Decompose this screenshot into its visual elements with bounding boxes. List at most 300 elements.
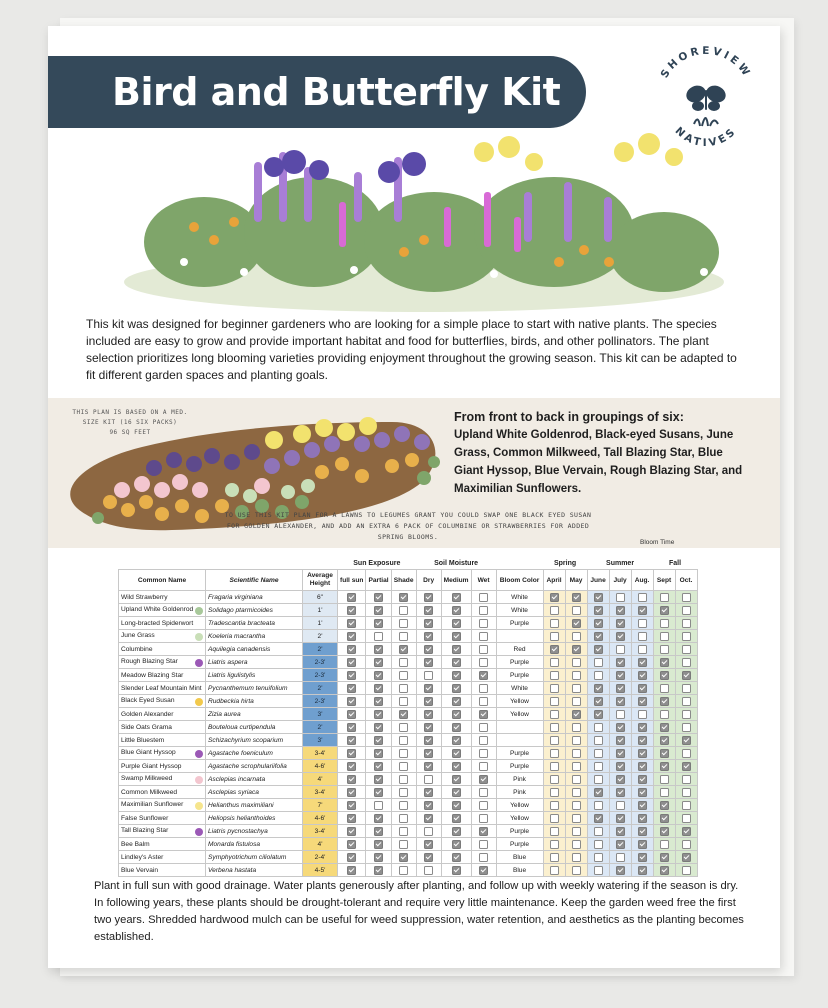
checked-box <box>374 684 383 693</box>
average-height: 4' <box>303 773 338 786</box>
average-height: 3-4' <box>303 825 338 838</box>
bloom-month-cell <box>631 825 653 838</box>
checked-box <box>424 710 433 719</box>
empty-box <box>638 619 647 628</box>
bloom-month-cell <box>543 747 565 760</box>
checked-box <box>347 697 356 706</box>
checked-box <box>374 775 383 784</box>
checked-box <box>424 749 433 758</box>
empty-box <box>594 658 603 667</box>
condition-cell <box>441 656 471 669</box>
bloom-month-cell <box>631 695 653 708</box>
common-name-text: Long-bracted Spiderwort <box>121 619 194 627</box>
bloom-month-cell <box>653 825 675 838</box>
checked-box <box>347 749 356 758</box>
bloom-color: Yellow <box>496 708 543 721</box>
condition-cell <box>441 721 471 734</box>
empty-box <box>682 840 691 849</box>
condition-cell <box>391 838 416 851</box>
condition-cell <box>366 734 391 747</box>
checked-box <box>424 723 433 732</box>
bloom-month-cell <box>565 643 587 656</box>
average-height: 2' <box>303 682 338 695</box>
bloom-color <box>496 734 543 747</box>
bloom-month-cell <box>565 851 587 864</box>
empty-box <box>660 788 669 797</box>
bloom-month-cell <box>609 721 631 734</box>
bloom-month-cell <box>631 864 653 877</box>
empty-box <box>682 684 691 693</box>
checked-box <box>452 840 461 849</box>
bloom-month-cell <box>587 864 609 877</box>
empty-box <box>550 684 559 693</box>
bloom-month-cell <box>587 721 609 734</box>
empty-box <box>479 840 488 849</box>
common-name <box>119 656 206 669</box>
checked-box <box>374 723 383 732</box>
bloom-month-cell <box>675 630 697 643</box>
table-row <box>119 669 698 682</box>
average-height: 2-3' <box>303 695 338 708</box>
common-name <box>119 825 206 838</box>
checked-box <box>424 736 433 745</box>
condition-cell <box>366 838 391 851</box>
empty-box <box>399 866 408 875</box>
empty-box <box>399 671 408 680</box>
condition-cell <box>391 656 416 669</box>
condition-cell <box>416 864 441 877</box>
condition-cell <box>416 812 441 825</box>
checked-box <box>452 632 461 641</box>
checked-box <box>638 671 647 680</box>
bloom-month-cell <box>543 669 565 682</box>
checked-box <box>660 658 669 667</box>
bloom-month-cell <box>565 682 587 695</box>
table-group-row <box>119 558 698 570</box>
condition-cell <box>338 825 366 838</box>
checked-box <box>479 827 488 836</box>
checked-box <box>616 606 625 615</box>
condition-cell <box>366 786 391 799</box>
checked-box <box>452 853 461 862</box>
checked-box <box>638 775 647 784</box>
empty-box <box>594 749 603 758</box>
bloom-month-cell <box>609 617 631 630</box>
table-row <box>119 682 698 695</box>
empty-box <box>479 723 488 732</box>
bloom-month-cell <box>587 786 609 799</box>
bloom-month-cell <box>653 851 675 864</box>
empty-box <box>616 801 625 810</box>
average-height: 2-3' <box>303 669 338 682</box>
condition-cell <box>471 786 496 799</box>
condition-cell <box>338 591 366 604</box>
empty-box <box>572 853 581 862</box>
checked-box <box>594 684 603 693</box>
checked-box <box>452 866 461 875</box>
table-row <box>119 656 698 669</box>
condition-cell <box>441 669 471 682</box>
condition-cell <box>416 604 441 617</box>
average-height: 4-6' <box>303 812 338 825</box>
checked-box <box>638 697 647 706</box>
condition-cell <box>471 721 496 734</box>
scientific-name: Liatris pycnostachya <box>206 825 303 838</box>
checked-box <box>572 619 581 628</box>
common-name-text: Lindley's Aster <box>121 853 164 861</box>
group-sun-exposure: Sun Exposure <box>338 558 417 570</box>
bloom-month-cell <box>543 604 565 617</box>
checked-box <box>424 632 433 641</box>
bloom-month-cell <box>587 604 609 617</box>
bloom-color: Purple <box>496 747 543 760</box>
average-height: 2' <box>303 721 338 734</box>
empty-box <box>660 710 669 719</box>
checked-box <box>347 853 356 862</box>
plan-color-dot <box>195 776 203 784</box>
table-row <box>119 851 698 864</box>
checked-box <box>616 736 625 745</box>
bloom-month-cell <box>543 864 565 877</box>
common-name <box>119 669 206 682</box>
bloom-color: Blue <box>496 864 543 877</box>
checked-box <box>616 619 625 628</box>
table-row <box>119 708 698 721</box>
checked-box <box>347 658 356 667</box>
bloom-month-cell <box>609 838 631 851</box>
front-to-back-body: Upland White Goldenrod, Black-eyed Susans, June Grass, Common Milkweed, Tall Blazing Star, Blue Giant Hyssop, Blue Vervain, Rough Blazing Star, and Maximilian Sunflowers. <box>454 429 743 495</box>
condition-cell <box>416 786 441 799</box>
scientific-name: Bouteloua curtipendula <box>206 721 303 734</box>
checked-box <box>424 853 433 862</box>
bloom-month-cell <box>543 721 565 734</box>
checked-box <box>638 866 647 875</box>
checked-box <box>638 762 647 771</box>
bloom-month-cell <box>631 669 653 682</box>
checked-box <box>374 658 383 667</box>
group-spring: Spring <box>543 558 587 570</box>
checked-box <box>452 749 461 758</box>
common-name-text: Meadow Blazing Star <box>121 671 184 679</box>
common-name <box>119 682 206 695</box>
condition-cell <box>441 773 471 786</box>
condition-cell <box>471 851 496 864</box>
common-name <box>119 643 206 656</box>
column-header: Bloom Color <box>496 570 543 591</box>
empty-box <box>572 814 581 823</box>
empty-box <box>572 632 581 641</box>
condition-cell <box>366 604 391 617</box>
bloom-month-cell <box>543 617 565 630</box>
bloom-month-cell <box>675 812 697 825</box>
empty-box <box>550 827 559 836</box>
bloom-month-cell <box>587 656 609 669</box>
checked-box <box>572 710 581 719</box>
bloom-month-cell <box>587 708 609 721</box>
empty-box <box>594 775 603 784</box>
condition-cell <box>441 760 471 773</box>
checked-box <box>452 658 461 667</box>
condition-cell <box>338 864 366 877</box>
common-name <box>119 591 206 604</box>
average-height: 6" <box>303 591 338 604</box>
bloom-month-cell <box>631 812 653 825</box>
checked-box <box>374 866 383 875</box>
checked-box <box>660 801 669 810</box>
common-name-text: Upland White Goldenrod <box>121 605 194 613</box>
condition-cell <box>416 799 441 812</box>
checked-box <box>374 593 383 602</box>
condition-cell <box>471 617 496 630</box>
plan-color-dot <box>195 659 203 667</box>
checked-box <box>347 723 356 732</box>
bloom-color: White <box>496 591 543 604</box>
condition-cell <box>338 812 366 825</box>
table-row <box>119 617 698 630</box>
table-row <box>119 864 698 877</box>
bloom-month-cell <box>587 630 609 643</box>
checked-box <box>660 814 669 823</box>
empty-box <box>682 658 691 667</box>
empty-box <box>682 619 691 628</box>
condition-cell <box>338 734 366 747</box>
average-height: 4-6' <box>303 760 338 773</box>
checked-box <box>638 736 647 745</box>
checked-box <box>616 827 625 836</box>
bloom-month-cell <box>587 812 609 825</box>
empty-box <box>682 723 691 732</box>
bloom-month-cell <box>565 669 587 682</box>
checked-box <box>660 749 669 758</box>
bloom-month-cell <box>675 747 697 760</box>
checked-box <box>638 658 647 667</box>
checked-box <box>616 788 625 797</box>
common-name <box>119 617 206 630</box>
empty-box <box>479 684 488 693</box>
condition-cell <box>391 669 416 682</box>
condition-cell <box>338 669 366 682</box>
bloom-month-cell <box>565 799 587 812</box>
bloom-month-cell <box>653 604 675 617</box>
bloom-month-cell <box>565 825 587 838</box>
condition-cell <box>416 747 441 760</box>
bloom-month-cell <box>565 760 587 773</box>
checked-box <box>374 606 383 615</box>
bloom-month-cell <box>587 773 609 786</box>
column-header: full sun <box>338 570 366 591</box>
bloom-month-cell <box>587 669 609 682</box>
common-name <box>119 695 206 708</box>
bloom-month-cell <box>609 812 631 825</box>
empty-box <box>550 801 559 810</box>
checked-box <box>424 814 433 823</box>
front-to-back-heading: From front to back in groupings of six: <box>454 410 684 424</box>
column-header: Oct. <box>675 570 697 591</box>
checked-box <box>347 775 356 784</box>
checked-box <box>424 658 433 667</box>
bloom-month-cell <box>609 604 631 617</box>
bloom-month-cell <box>609 747 631 760</box>
scientific-name: Heliopsis helianthoides <box>206 812 303 825</box>
scientific-name: Agastache foeniculum <box>206 747 303 760</box>
checked-box <box>347 619 356 628</box>
bloom-color: Purple <box>496 825 543 838</box>
condition-cell <box>366 682 391 695</box>
bloom-month-cell <box>609 682 631 695</box>
checked-box <box>347 788 356 797</box>
empty-box <box>550 632 559 641</box>
column-header: Average Height <box>303 570 338 591</box>
scientific-name: Liatris ligulistylis <box>206 669 303 682</box>
table-row <box>119 812 698 825</box>
empty-box <box>550 775 559 784</box>
bloom-month-cell <box>675 695 697 708</box>
checked-box <box>594 814 603 823</box>
butterfly-icon <box>684 83 729 126</box>
bloom-month-cell <box>631 851 653 864</box>
checked-box <box>452 814 461 823</box>
bloom-month-cell <box>631 708 653 721</box>
condition-cell <box>441 851 471 864</box>
table-row <box>119 773 698 786</box>
average-height: 1' <box>303 604 338 617</box>
condition-cell <box>391 747 416 760</box>
empty-box <box>550 762 559 771</box>
condition-cell <box>391 604 416 617</box>
bloom-month-cell <box>543 786 565 799</box>
empty-box <box>638 593 647 602</box>
checked-box <box>594 710 603 719</box>
plant-table <box>118 558 698 877</box>
checked-box <box>682 736 691 745</box>
common-name-text: Black Eyed Susan <box>121 696 175 704</box>
checked-box <box>682 671 691 680</box>
bloom-month-cell <box>675 617 697 630</box>
bloom-time-label: Bloom Time <box>640 539 675 546</box>
checked-box <box>374 710 383 719</box>
bloom-month-cell <box>675 656 697 669</box>
common-name-text: Purple Giant Hyssop <box>121 762 182 770</box>
checked-box <box>638 723 647 732</box>
empty-box <box>616 593 625 602</box>
condition-cell <box>416 851 441 864</box>
checked-box <box>682 853 691 862</box>
empty-box <box>572 775 581 784</box>
empty-box <box>572 801 581 810</box>
checked-box <box>594 606 603 615</box>
checked-box <box>550 593 559 602</box>
checked-box <box>399 710 408 719</box>
checked-box <box>660 827 669 836</box>
common-name-text: Golden Alexander <box>121 710 174 718</box>
plan-color-dot <box>195 802 203 810</box>
condition-cell <box>441 786 471 799</box>
bloom-month-cell <box>631 760 653 773</box>
condition-cell <box>338 747 366 760</box>
checked-box <box>452 619 461 628</box>
condition-cell <box>391 591 416 604</box>
bloom-month-cell <box>587 760 609 773</box>
common-name-text: Slender Leaf Mountain Mint <box>121 684 202 692</box>
condition-cell <box>338 799 366 812</box>
bloom-month-cell <box>675 786 697 799</box>
bloom-color: White <box>496 682 543 695</box>
checked-box <box>347 866 356 875</box>
empty-box <box>550 606 559 615</box>
empty-box <box>550 840 559 849</box>
condition-cell <box>416 721 441 734</box>
column-header: Common Name <box>119 570 206 591</box>
checked-box <box>616 684 625 693</box>
bloom-month-cell <box>543 708 565 721</box>
condition-cell <box>338 773 366 786</box>
bloom-month-cell <box>675 643 697 656</box>
scientific-name: Asclepias incarnata <box>206 773 303 786</box>
bloom-month-cell <box>609 799 631 812</box>
bloom-month-cell <box>631 630 653 643</box>
condition-cell <box>391 799 416 812</box>
condition-cell <box>441 604 471 617</box>
condition-cell <box>391 734 416 747</box>
empty-box <box>572 827 581 836</box>
bloom-month-cell <box>565 812 587 825</box>
condition-cell <box>366 851 391 864</box>
bloom-month-cell <box>653 682 675 695</box>
checked-box <box>424 684 433 693</box>
empty-box <box>424 866 433 875</box>
condition-cell <box>366 656 391 669</box>
bloom-month-cell <box>565 617 587 630</box>
bloom-color <box>496 630 543 643</box>
average-height: 3-4' <box>303 747 338 760</box>
bloom-month-cell <box>543 643 565 656</box>
bloom-month-cell <box>675 604 697 617</box>
bloom-color: Yellow <box>496 812 543 825</box>
checked-box <box>479 671 488 680</box>
bloom-month-cell <box>631 773 653 786</box>
common-name <box>119 786 206 799</box>
checked-box <box>638 827 647 836</box>
checked-box <box>452 723 461 732</box>
checked-box <box>660 606 669 615</box>
bloom-month-cell <box>609 708 631 721</box>
condition-cell <box>416 695 441 708</box>
bloom-month-cell <box>609 851 631 864</box>
common-name <box>119 747 206 760</box>
common-name <box>119 721 206 734</box>
bloom-month-cell <box>631 617 653 630</box>
condition-cell <box>338 656 366 669</box>
bloom-month-cell <box>543 656 565 669</box>
empty-box <box>550 749 559 758</box>
empty-box <box>374 632 383 641</box>
table-row <box>119 747 698 760</box>
average-height: 4-5' <box>303 864 338 877</box>
condition-cell <box>366 825 391 838</box>
scientific-name: Aquilegia canadensis <box>206 643 303 656</box>
checked-box <box>452 593 461 602</box>
checked-box <box>399 853 408 862</box>
table-row <box>119 734 698 747</box>
bloom-month-cell <box>543 851 565 864</box>
bloom-month-cell <box>609 864 631 877</box>
checked-box <box>638 606 647 615</box>
empty-box <box>594 801 603 810</box>
condition-cell <box>441 838 471 851</box>
bloom-color: White <box>496 604 543 617</box>
scientific-name: Helianthus maximiliani <box>206 799 303 812</box>
empty-box <box>479 658 488 667</box>
